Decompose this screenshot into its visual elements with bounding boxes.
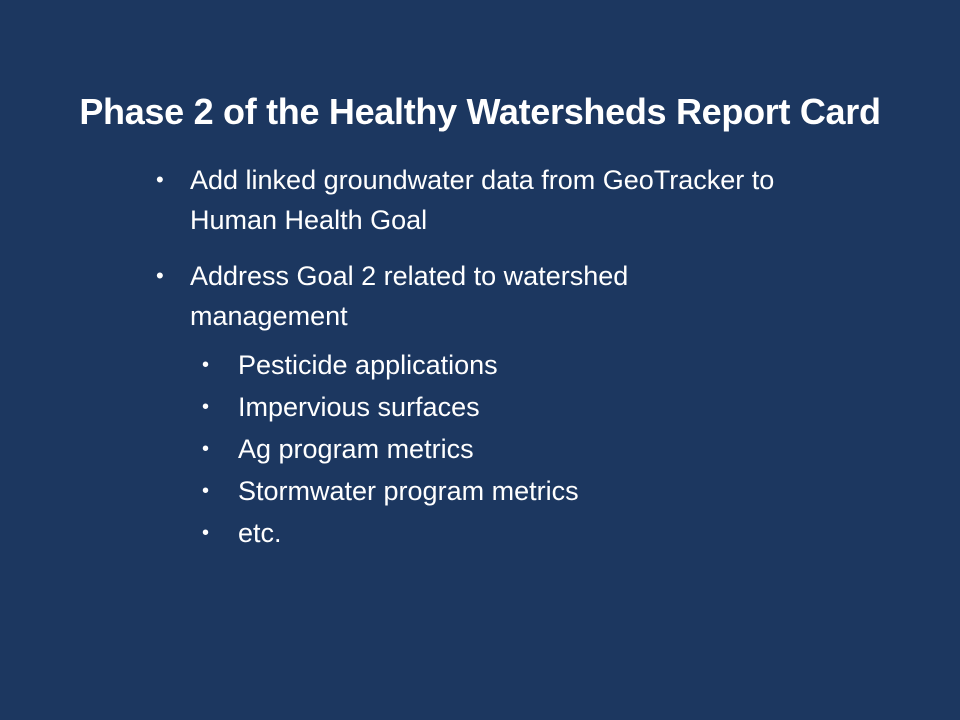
bullet-item — [150, 160, 790, 240]
sub-bullet-text: etc. — [238, 518, 282, 548]
bullet-text: Address Goal 2 related to watershed management — [190, 261, 629, 331]
sub-bullet-item — [190, 386, 790, 428]
bullet-list — [150, 160, 790, 570]
sub-bullet-item — [190, 512, 790, 554]
sub-bullet-dot-icon: • — [202, 438, 210, 460]
bullet-dot-icon: • — [156, 263, 164, 288]
sub-bullet-text: Impervious surfaces — [238, 392, 480, 422]
sub-bullet-dot-icon: • — [202, 522, 210, 544]
sub-bullet-list — [190, 344, 790, 554]
sub-bullet-text: Ag program metrics — [238, 434, 474, 464]
sub-bullet-item — [190, 470, 790, 512]
sub-bullet-item — [190, 344, 790, 386]
sub-bullet-text: Stormwater program metrics — [238, 476, 579, 506]
sub-bullet-dot-icon: • — [202, 480, 210, 502]
sub-bullet-dot-icon: • — [202, 354, 210, 376]
sub-bullet-item — [190, 428, 790, 470]
bullet-text: Add linked groundwater data from GeoTracker to Human Health Goal — [190, 165, 775, 235]
bullet-dot-icon: • — [156, 167, 164, 192]
bullet-item — [150, 256, 790, 554]
slide-title: Phase 2 of the Healthy Watersheds Report Card — [79, 91, 881, 133]
sub-bullet-text: Pesticide applications — [238, 350, 498, 380]
sub-bullet-dot-icon: • — [202, 396, 210, 418]
